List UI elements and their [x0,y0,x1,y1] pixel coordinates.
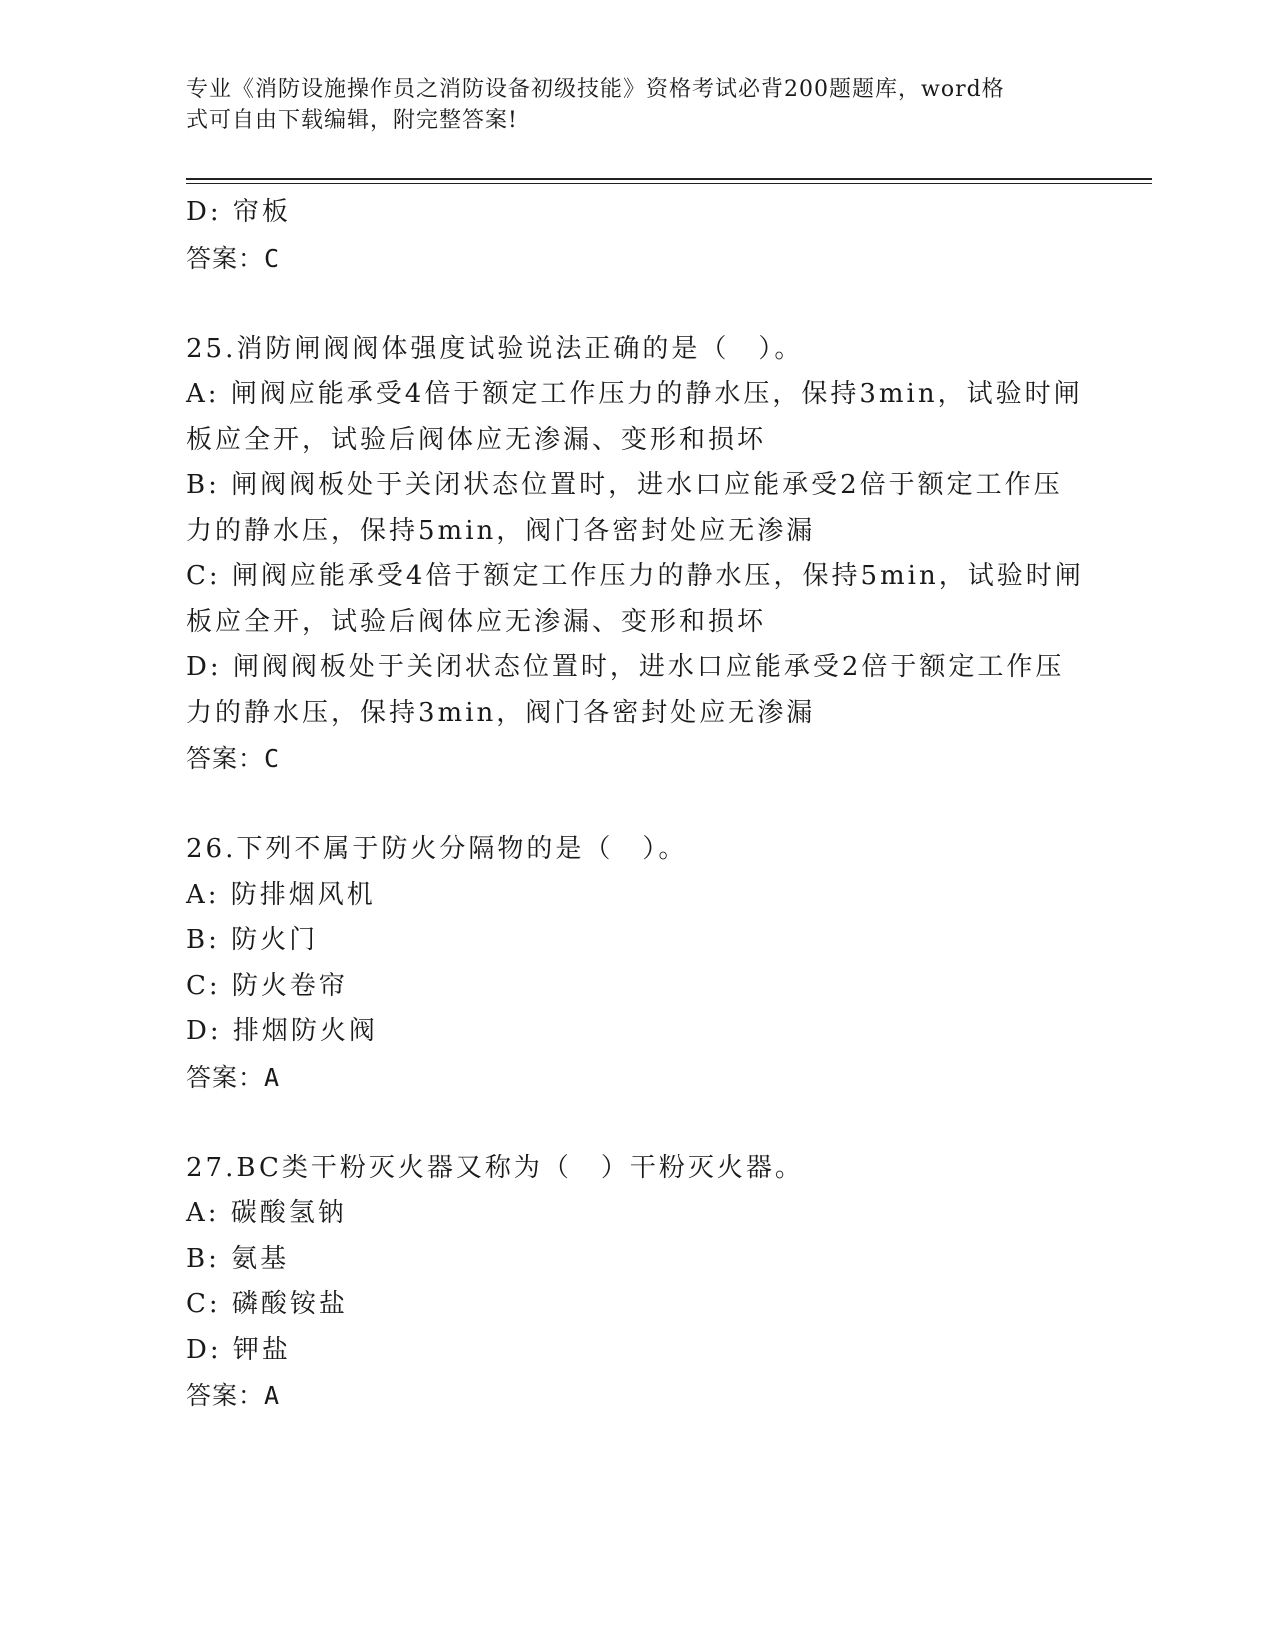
q27-option-d: D: 钾盐 [186,1334,291,1365]
question-26-stem: 26.下列不属于防火分隔物的是（ ）。 [186,834,688,864]
q26-option-d: D: 排烟防火阀 [186,1016,378,1046]
header-line-1: 专业《消防设施操作员之消防设备初级技能》资格考试必背200题题库，word格 [186,77,1005,102]
document-header [186,74,1066,136]
q25-option-b-line2: 力的静水压，保持5min，阀门各密封处应无渗漏 [186,515,816,546]
q25-option-a-line2: 板应全开，试验后阀体应无渗漏、变形和损坏 [186,424,767,455]
spacer [186,782,1086,828]
q25-answer: 答案：C [186,744,281,773]
q26-option-b: B: 防火门 [186,925,319,955]
q25-option-b-line1: B: 闸阀阀板处于关闭状态位置时，进水口应能承受2倍于额定工作压 [186,470,1063,500]
q27-option-a: A: 碳酸氢钠 [186,1198,347,1228]
document-body [186,190,1086,1419]
q27-answer: 答案：A [186,1381,281,1410]
q25-option-c-line1: C: 闸阀应能承受4倍于额定工作压力的静水压，保持5min，试验时闸 [186,561,1084,591]
q26-answer: 答案：A [186,1062,281,1092]
header-divider-thick [186,178,1152,180]
q26-option-a: A: 防排烟风机 [186,879,376,910]
q27-option-c: C: 磷酸铵盐 [186,1289,348,1319]
q27-option-b: B: 氨基 [186,1243,290,1274]
q25-option-a-line1: A: 闸阀应能承受4倍于额定工作压力的静水压，保持3min，试验时闸 [186,379,1083,409]
question-25-stem: 25.消防闸阀阀体强度试验说法正确的是（ ）。 [186,333,804,364]
prev-answer: 答案：C [186,243,281,273]
q25-option-c-line2: 板应全开，试验后阀体应无渗漏、变形和损坏 [186,606,767,637]
spacer [186,1100,1086,1146]
prev-option-d: D: 帘板 [186,197,291,227]
header-divider-thin [186,183,1152,184]
spacer [186,281,1086,327]
q25-option-d-line2: 力的静水压，保持3min，阀门各密封处应无渗漏 [186,697,816,728]
q26-option-c: C: 防火卷帘 [186,970,348,1001]
header-line-2: 式可自由下载编辑，附完整答案! [186,108,518,133]
q25-option-d-line1: D: 闸阀阀板处于关闭状态位置时，进水口应能承受2倍于额定工作压 [186,652,1065,682]
question-27-stem: 27.BC类干粉灭火器又称为（ ）干粉灭火器。 [186,1152,804,1183]
